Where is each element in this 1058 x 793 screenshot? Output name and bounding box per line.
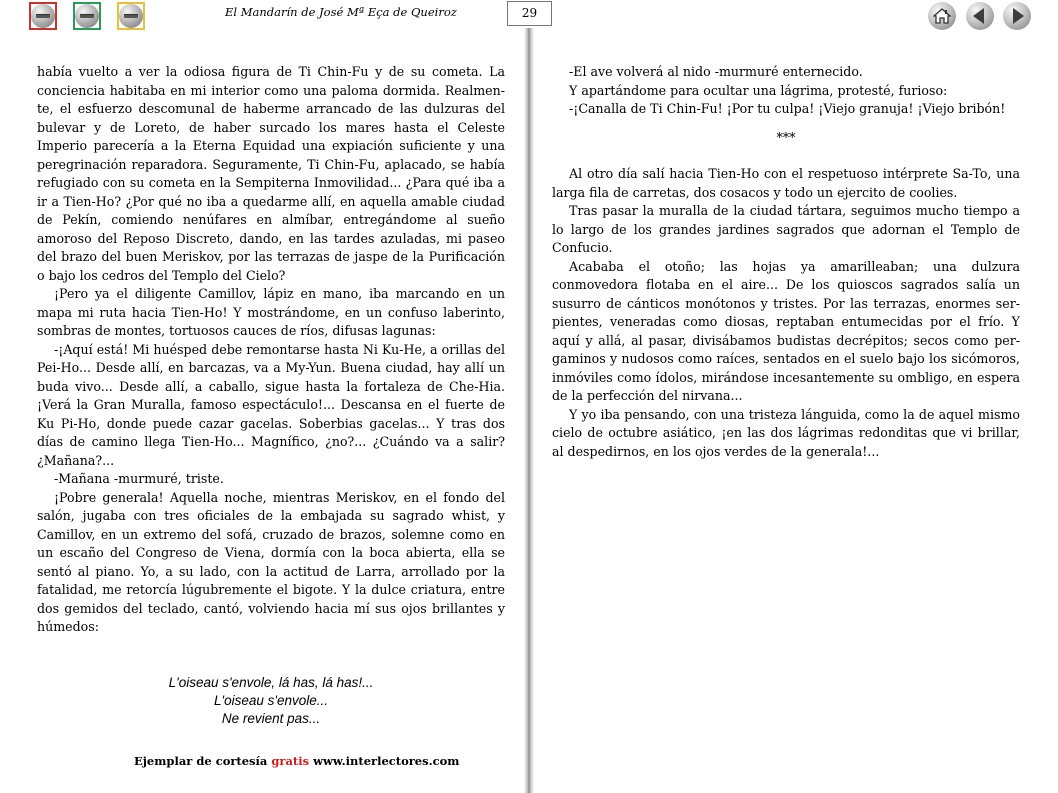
paragraph: había vuelto a ver la odiosa figura de Ti Chin-Fu y de su cometa. La conciencia habitaba en mi interior como una paloma dormida. Realmen- te, el esfuerzo descomunal de haberme arrancado de las dulzuras del bulevar y de Loreto, de haber surcado los mares hasta el Celeste Imperio parecería a la Eterna Equidad una expiación suficiente y una peregrinación reparadora. Seguramente, Ti Chin-Fu, aplacado, se había refugiado con su cometa en la Sempiterna Inmovilidad... ¿Para qué iba a ir a Tien-Ho? ¿Por qué no iba a quedarme allí, en aquella amable ciudad de Pekín, comiendo nenúfares en almíbar, entregándome al sueño amoroso del Reposo Discreto, dando, en las tardes azuladas, mi paseo del brazo del buen Meriskov, por las terrazas de jaspe de la Purificación o bajo los cedros del Templo del Cielo? bbox=[37, 64, 505, 283]
page-number: 29 bbox=[507, 1, 552, 26]
song-verse bbox=[37, 674, 505, 728]
paragraph: Y yo iba pensando, con una tristeza lánguida, como la de aquel mismo cielo de octubre asiático, ¡en las dos lágrimas redonditas que vi brillar, al despedirnos, en los ojos verdes de la generala!... bbox=[552, 406, 1020, 459]
home-icon bbox=[933, 8, 951, 24]
minimize-button-yellow[interactable] bbox=[117, 2, 145, 30]
arrow-right-icon bbox=[1013, 8, 1024, 24]
next-page-button[interactable] bbox=[1003, 2, 1031, 30]
paragraph: Y apartándome para ocultar una lágrima, protesté, furioso: bbox=[569, 82, 948, 98]
paragraph: -¡Canalla de Ti Chin-Fu! ¡Por tu culpa! ¡Viejo granuja! ¡Viejo bribón! bbox=[569, 101, 1006, 116]
footer-highlight: gratis bbox=[271, 754, 310, 768]
left-page-text bbox=[37, 63, 505, 637]
verse-line: Ne revient pas... bbox=[221, 711, 321, 726]
right-page-text bbox=[552, 63, 1020, 461]
minus-icon bbox=[75, 4, 99, 28]
page-gutter bbox=[524, 28, 534, 793]
paragraph: -Mañana -murmuré, triste. bbox=[54, 471, 224, 486]
footer-credit bbox=[134, 754, 459, 768]
paragraph: -El ave volverá al nido -murmuré enternecido. bbox=[569, 64, 863, 79]
paragraph: Al otro día salí hacia Tien-Ho con el respetuoso intérprete Sa-To, una larga fila de carretas, dos cosacos y todo un ejercito de coolies. bbox=[552, 166, 1020, 200]
home-button[interactable] bbox=[928, 2, 956, 30]
minimize-button-red[interactable] bbox=[29, 2, 57, 30]
section-separator: *** bbox=[776, 129, 796, 145]
footer-website-link[interactable]: www.interlectores.com bbox=[313, 754, 460, 768]
paragraph: ¡Pobre generala! Aquella noche, mientras Meriskov, en el fondo del salón, jugaba con tres oficiales de la embajada su sagrado whist, y Camillov, en un extremo del sofá, cruzado de brazos, solemne como en un escaño del Congreso de Viena, dormía con la boca abierta, ella se sentó al piano. Yo, a su lado, con la actitud de Larra, arrollado por la fatalidad, me retorcía lúgubremente el bigote. Y la dulce criatura, entre dos gemidos del teclado, cantó, volviendo hacia mí sus ojos brillantes y húmedos: bbox=[37, 489, 505, 634]
minus-icon bbox=[119, 4, 143, 28]
footer-prefix: Ejemplar de cortesía bbox=[134, 754, 268, 768]
minus-icon bbox=[31, 4, 55, 28]
minimize-button-green[interactable] bbox=[73, 2, 101, 30]
arrow-left-icon bbox=[973, 8, 984, 24]
book-title: El Mandarín de José Mª Eça de Queiroz bbox=[225, 5, 457, 19]
paragraph: -¡Aquí está! Mi huésped debe remontarse hasta Ni Ku-He, a orillas del Pei-Ho... Desde allí, en barcazas, va a My-Yun. Buena ciudad, hay allí un buda vivo... Desde allí, a caballo, sigue hasta la fortaleza de Che-Hia. ¡Verá la Gran Muralla, famoso espectáculo!... Descansa en el fuerte de Ku Pi-Ho, donde puede cazar gacelas. Soberbias gacelas... Y tras dos días de camino llega Tien-Ho... Magnífico, ¿no?... ¿Cuándo va a salir? ¿Mañana?... bbox=[37, 341, 505, 468]
paragraph: ¡Pero ya el diligente Camillov, lápiz en mano, iba marcando en un mapa mi ruta hacia Tien-Ho! Y mostrándome, en un confuso laberinto, sombras de montes, tortuosos cauces de ríos, difusas lagunas: bbox=[37, 286, 505, 338]
verse-line: L'oiseau s'envole... bbox=[214, 693, 328, 708]
verse-line: L'oiseau s'envole, lá has, lá has!... bbox=[168, 675, 374, 690]
paragraph: Tras pasar la muralla de la ciudad tártara, seguimos mucho tiempo a lo largo de los grandes jardines sagrados que adornan el Templo de Confucio. bbox=[552, 203, 1020, 255]
previous-page-button[interactable] bbox=[966, 2, 994, 30]
paragraph: Acababa el otoño; las hojas ya amarilleaban; una dulzura conmovedora flotaba en el aire... De los quioscos sagrados salía un susurro de cánticos monótonos y tristes. Por las terrazas, enormes ser- pientes, veneradas como diosas, reptaban entumecidas por el frío. Y aquí y allá, al pasar, divisábamos budistas decrépitos; secos como per- gaminos y nudosos como raíces, sentados en el suelo bajo los sicómoros, inmóviles como ídolos, mirándose incesantemente su ombligo, en espera de la perfección del nirvana... bbox=[552, 258, 1020, 403]
